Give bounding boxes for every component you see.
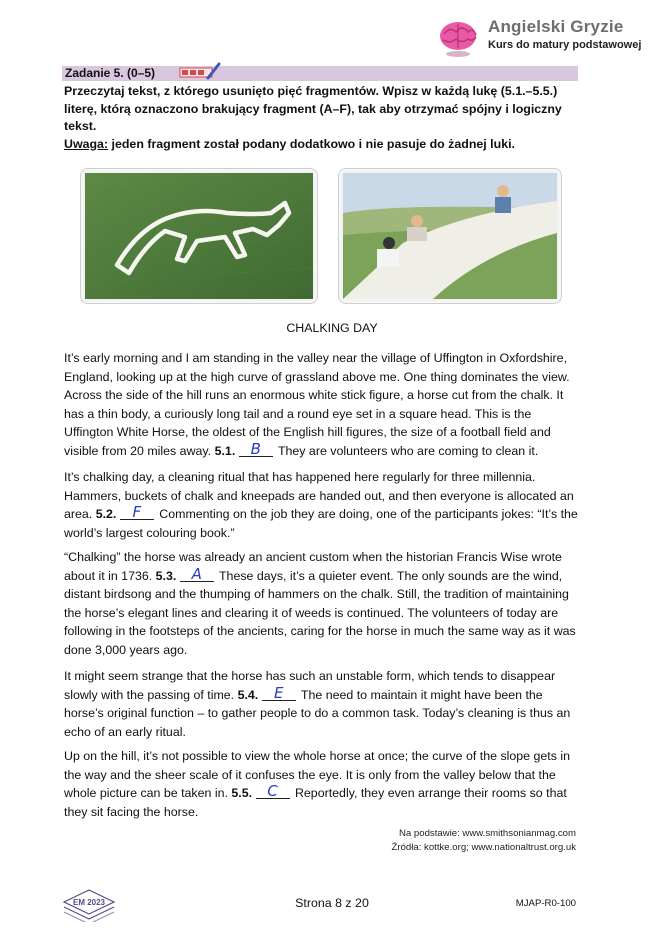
paragraph-text: It might seem strange that the horse has such an unstable form, which tends to disappear slowly with the passing of time. [64,669,556,702]
brain-logo-icon [436,16,480,60]
gap-5-5[interactable] [256,784,290,799]
gap-answer: A [191,564,202,583]
source-notes [392,827,577,855]
paragraph-5 [64,747,580,821]
paragraph-3 [64,548,580,660]
white-horse-aerial-image [85,173,313,299]
gap-5-4[interactable] [262,683,296,702]
chalking-people-image [343,173,557,299]
source-line-1: Na podstawie: www.smithsonianmag.com [398,828,576,839]
paragraph-text: They are volunteers who are coming to clean it. [277,443,539,458]
skill-badge-icon [178,62,222,82]
gap-label: 5.5. [231,786,253,801]
paragraph-text: Up on the hill, it’s not possible to view the whole horse at once; the curve of the slope gets in the way and the sheer scale of it confuses the eye. It is only from the valley below that the whole picture can be taken in. [64,749,571,801]
paragraph-text: These days, it’s a quieter event. The only sounds are the wind, distant birdsong and the thumping of hammers on the chalk. Still, the tradition of maintaining the horse’s elegant lines and clearing it of weeds is continued. The volunteers of today are following in the footsteps of the ancients, caring for the horse in much the same way as it was done 3,000 years ago. [64,568,576,657]
task-header-bar [62,66,578,81]
brand-name: Angielski Gryzie [488,17,624,36]
note-label: Uwaga: [64,136,109,151]
gap-label: 5.2. [95,507,117,522]
source-line-2: Źródła: kottke.org; www.nationaltrust.org.uk [391,842,576,853]
gap-label: 5.1. [214,443,236,458]
gap-5-1[interactable] [239,439,273,458]
gap-answer: C [267,782,278,801]
photo-white-horse [80,168,318,304]
paragraph-text: It’s early morning and I am standing in the valley near the village of Uffington in Oxfordshire, England, looking up at the high curve of grassland above me. One thing dominates the view. Across the side of the hill runs an enormous white stick figure, a horse cut from the chalk. It has a thin body, a curiously long tail and a round eye set in a square head. This is the Uffington White Horse, the oldest of the English hill figures, the size of a football field and visible from 20 miles away. [64,351,570,458]
page-number: Strona 8 z 20 [295,896,369,910]
paragraph-text: Commenting on the job they are doing, one of the participants jokes: “It’s the world’s largest colouring book.” [64,507,578,540]
paragraph-2 [64,468,580,542]
gap-answer: B [250,439,261,458]
paragraph-4 [64,667,580,741]
gap-answer: E [273,683,284,702]
gap-label: 5.3. [155,568,177,583]
brand-header [436,16,646,60]
paragraph-text: The need to maintain it might have been the horse’s original function – to gather people to do a common task. Today’s cleaning is thus an echo of an early ritual. [64,687,571,739]
exam-logo-text: EM 2023 [72,898,106,907]
note-text: jeden fragment został podany dodatkowo i nie pasuje do żadnej luki. [111,136,515,151]
gap-5-2[interactable] [120,505,154,520]
gap-answer: F [132,503,142,522]
paragraph-text: It’s chalking day, a cleaning ritual that has happened here regularly for three millennia. Hammers, buckets of chalk and kneepads are handed out, and then everyone is allocated an area. [64,470,574,522]
task-instruction [64,83,580,153]
paragraph-text: “Chalking” the horse was already an ancient custom when the historian Francis Wise wrote about it in 1736. [64,550,562,583]
gap-label: 5.4. [237,687,259,702]
exam-code: MJAP-R0-100 [515,898,576,909]
paragraph-1 [64,349,580,461]
text-title: CHALKING DAY [286,321,378,335]
paragraph-text: Reportedly, they even arrange their rooms so that they sit facing the horse. [64,786,567,819]
photo-chalking-day [338,168,562,304]
task-title: Zadanie 5. (0–5) [65,66,156,80]
instruction-text: Przeczytaj tekst, z którego usunięto pięć fragmentów. Wpisz w każdą lukę (5.1.–5.5.) literę, którą oznaczono brakujący fragment (A–F), tak aby otrzymać spójny i logiczny tekst. [64,84,562,133]
gap-5-3[interactable] [180,564,214,583]
brand-tagline: Kurs do matury podstawowej [488,39,642,51]
